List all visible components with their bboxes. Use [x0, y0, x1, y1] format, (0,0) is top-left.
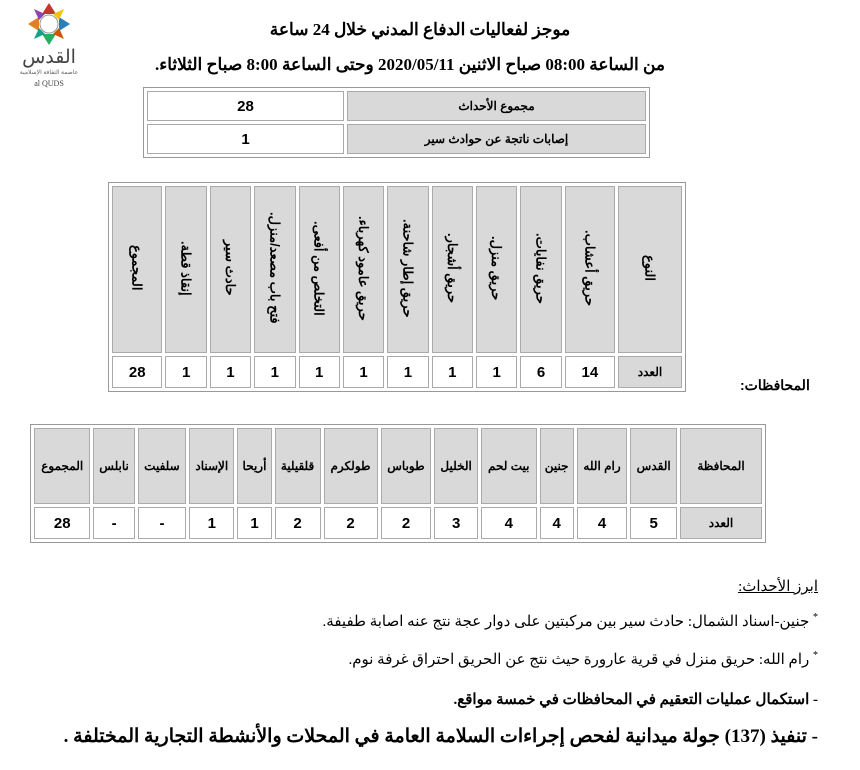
types-header-cell: حريق نفايات. [520, 186, 561, 353]
governorates-header-cell: القدس [630, 428, 677, 504]
event-item [18, 690, 818, 709]
types-header-row [112, 186, 682, 353]
types-header-cell: التخلص من أفعى. [299, 186, 340, 353]
governorates-header-cell: بيت لحم [481, 428, 537, 504]
governorates-count-cell: 1 [237, 507, 271, 539]
govs-count-label: العدد [680, 507, 762, 539]
report-title: موجز لفعاليات الدفاع المدني خلال 24 ساعة [269, 20, 571, 39]
types-count-label: العدد [618, 356, 682, 388]
types-count-cell: 6 [520, 356, 561, 388]
event-bullet: - [811, 726, 818, 747]
summary-label: إصابات ناتجة عن حوادث سير [347, 124, 646, 154]
governorates-header-cell: طوباس [381, 428, 432, 504]
event-item [18, 612, 818, 631]
govs-header-label: المحافظة [680, 428, 762, 504]
logo-text: القدس [22, 47, 76, 68]
summary-table [143, 87, 650, 158]
governorates-count-cell: 2 [324, 507, 378, 539]
governorates-count-cell: 4 [540, 507, 574, 539]
event-text: تنفيذ (137) جولة ميدانية لفحص إجراءات السلامة العامة في المحلات والأنشطة التجارية المختلفة . [63, 726, 807, 747]
event-item [18, 650, 818, 669]
governorates-heading: المحافظات: [740, 377, 810, 393]
logo-subtitle: عاصمة الثقافة الإسلامية [19, 70, 79, 76]
event-text: رام الله: حريق منزل في قرية عارورة حيث نتج عن الحريق احتراق غرفة نوم. [348, 652, 810, 668]
governorates-count-cell: 1 [189, 507, 234, 539]
types-count-cell: 1 [343, 356, 384, 388]
governorates-count-cell: 4 [577, 507, 628, 539]
summary-label: مجموع الأحداث [347, 91, 646, 121]
governorates-count-cell: - [138, 507, 186, 539]
governorates-count-cell: 2 [381, 507, 432, 539]
types-count-cell: 1 [299, 356, 340, 388]
types-count-cell: 1 [476, 356, 517, 388]
report-period: من الساعة 08:00 صباح الاثنين 2020/05/11 وحتى الساعة 8:00 صباح الثلاثاء. [154, 55, 666, 74]
governorates-count-cell: - [93, 507, 134, 539]
governorates-table [30, 424, 766, 543]
types-header-cell: حريق منزل. [476, 186, 517, 353]
types-header-label: النوع [618, 186, 682, 353]
governorates-header-cell: طولكرم [324, 428, 378, 504]
types-header-cell: المجموع [112, 186, 162, 353]
logo-latin: al QUDS [34, 79, 64, 88]
types-count-cell: 1 [432, 356, 473, 388]
governorates-header-cell: سلفيت [138, 428, 186, 504]
summary-value: 28 [147, 91, 344, 121]
governorates-count-cell: 2 [275, 507, 321, 539]
event-bullet: * [813, 612, 818, 623]
governorates-header-cell: قلقيلية [275, 428, 321, 504]
logo [6, 2, 92, 98]
event-item [18, 725, 818, 748]
governorates-count-cell: 3 [434, 507, 477, 539]
govs-header-row [34, 428, 762, 504]
types-count-cell: 28 [112, 356, 162, 388]
governorates-header-cell: نابلس [93, 428, 134, 504]
governorates-header-cell: أريحا [237, 428, 271, 504]
event-text: جنين-اسناد الشمال: حادث سير بين مركبتين على دوار عجة نتج عنه اصابة طفيفة. [322, 614, 810, 630]
governorates-header-cell: الخليل [434, 428, 477, 504]
types-count-cell: 1 [387, 356, 428, 388]
incident-types-table [108, 182, 686, 392]
governorates-count-cell: 5 [630, 507, 677, 539]
govs-count-row [34, 507, 762, 539]
types-count-cell: 1 [210, 356, 251, 388]
summary-row [147, 91, 646, 121]
governorates-header-cell: رام الله [577, 428, 628, 504]
event-bullet: - [813, 692, 818, 708]
events-title: ابرز الأحداث: [738, 579, 818, 595]
types-count-cell: 14 [565, 356, 615, 388]
summary-row [147, 124, 646, 154]
logo-emblem-icon [6, 2, 92, 48]
types-header-cell: حريق أشجار. [432, 186, 473, 353]
governorates-count-cell: 4 [481, 507, 537, 539]
types-header-cell: حادث سير [210, 186, 251, 353]
governorates-count-cell: 28 [34, 507, 90, 539]
event-bullet: * [813, 650, 818, 661]
types-header-cell: حريق عامود كهرباء. [343, 186, 384, 353]
types-header-cell: حريق أعشاب. [565, 186, 615, 353]
types-count-cell: 1 [165, 356, 206, 388]
types-header-cell: حريق إطار شاحنة. [387, 186, 428, 353]
types-header-cell: فتح باب مصعد/منزل. [254, 186, 295, 353]
governorates-header-cell: المجموع [34, 428, 90, 504]
types-count-cell: 1 [254, 356, 295, 388]
governorates-header-cell: جنين [540, 428, 574, 504]
summary-value: 1 [147, 124, 344, 154]
types-count-row [112, 356, 682, 388]
types-header-cell: إنقاذ قطة. [165, 186, 206, 353]
event-text: استكمال عمليات التعقيم في المحافظات في خمسة مواقع. [453, 692, 810, 708]
governorates-header-cell: الإسناد [189, 428, 234, 504]
